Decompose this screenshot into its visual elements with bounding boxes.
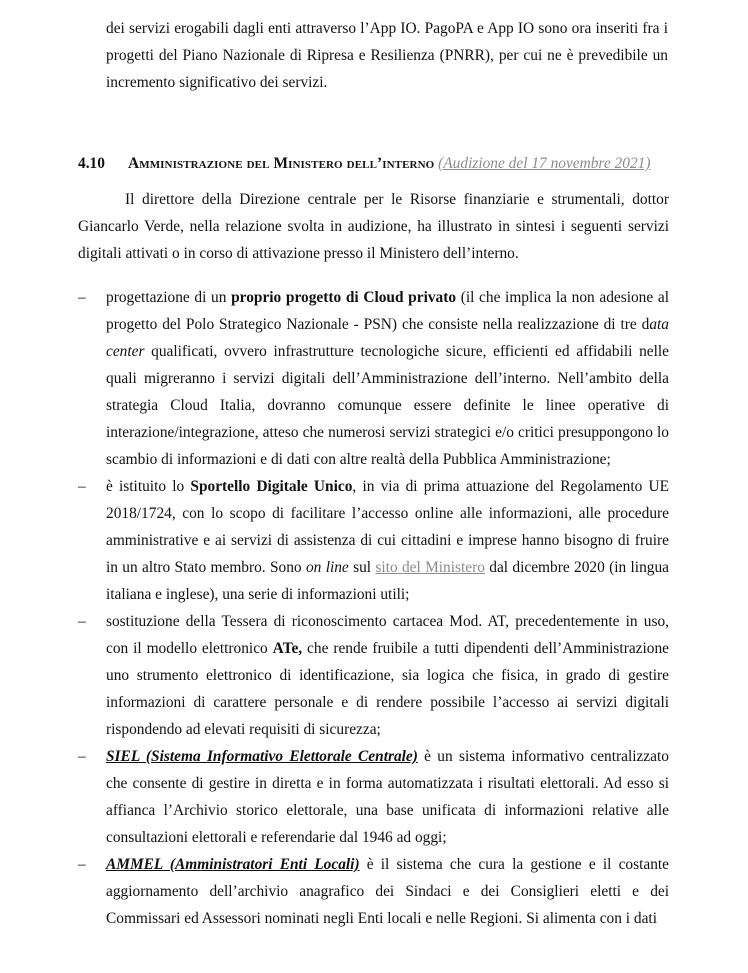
item-text: è un sistema informativo centralizzato che consente di gestire in diretta e in forma automatizzata i risultati elettorali. Ad esso si affianca l’Archivio storico elettorale, una base unificata di informazioni relative alle consultazioni elettorali e referendarie dal 1946 ad oggi; xyxy=(106,748,669,846)
list-item xyxy=(78,851,669,932)
item-text: è il sistema che cura la gestione e il costante aggiornamento dell’archivio anagrafico dei Sindaci e dei Consiglieri eletti e dei Commissari ed Assessori nominati negli Enti locali e nelle Regioni. Si alimenta con i dati xyxy=(106,856,669,927)
item-bold: ATe, xyxy=(272,640,303,657)
list-item xyxy=(78,284,669,473)
section-heading xyxy=(78,150,678,177)
intro-paragraph: dei servizi erogabili dagli enti attraverso l’App IO. PagoPA e App IO sono ora inseriti fra i progetti del Piano Nazionale di Ripresa e Resilienza (PNRR), per cui ne è prevedibile un incremento significativo dei servizi. xyxy=(106,20,668,91)
dash-bullet: – xyxy=(78,478,86,495)
item-italic: ata center xyxy=(106,316,669,360)
item-text: , in via di prima attuazione del Regolamento UE 2018/1724, con lo scopo di facilitare l’accesso online alle informazioni, alle procedure amministrative e ai servizi di assistenza di cui cittadini e imprese hanno bisogno di fruire in un altro Stato membro. Sono xyxy=(106,478,670,576)
services-list xyxy=(78,284,669,932)
section-number: 4.10 xyxy=(78,155,105,172)
ammel-link[interactable]: AMMEL (Amministratori Enti Locali) xyxy=(106,856,360,873)
audition-link[interactable]: (Audizione del 17 novembre 2021) xyxy=(438,155,651,172)
item-text: (il che implica la non adesione al progetto del Polo Strategico Nazionale - PSN) che consiste nella realizzazione di tre d xyxy=(106,289,669,333)
ministry-site-link[interactable]: sito del Ministero xyxy=(375,559,485,576)
item-bold: Sportello Digitale Unico xyxy=(190,478,353,495)
item-text: progettazione di un xyxy=(106,289,232,306)
item-text: è istituito lo xyxy=(106,478,191,495)
dash-bullet: – xyxy=(78,748,86,765)
section-paragraph: Il direttore della Direzione centrale per le Risorse finanziarie e strumentali, dottor Giancarlo Verde, nella relazione svolta in audizione, ha illustrato in sintesi i seguenti servizi digitali attivati o in corso di attivazione presso il Ministero dell’interno. xyxy=(78,191,669,262)
siel-link[interactable]: SIEL (Sistema Informativo Elettorale Centrale) xyxy=(106,748,418,765)
dash-bullet: – xyxy=(78,856,86,873)
item-text: sul xyxy=(348,559,376,576)
list-item xyxy=(78,743,669,851)
item-text: dal dicembre 2020 (in lingua italiana e inglese), una serie di informazioni utili; xyxy=(106,559,669,603)
item-text: qualificati, ovvero infrastrutture tecnologiche sicure, efficienti ed affidabili nelle quali migreranno i servizi digitali dell’Amministrazione dell’interno. Nell’ambito della strategia Cloud Italia, dovranno comunque essere definite le linee operative di interazione/integrazione, atteso che numerosi servizi strategici e/o critici presuppongono lo scambio di informazioni e di dati con altre realtà della Pubblica Amministrazione; xyxy=(106,343,669,468)
list-item xyxy=(78,608,669,743)
list-item xyxy=(78,473,669,608)
item-bold: proprio progetto di Cloud privato xyxy=(231,289,457,306)
item-text: sostituzione della Tessera di riconoscimento cartacea Mod. AT, precedentemente in uso, con il modello elettronico xyxy=(106,613,669,657)
item-italic: on line xyxy=(305,559,349,576)
dash-bullet: – xyxy=(78,613,86,630)
item-text: che rende fruibile a tutti dipendenti dell’Amministrazione uno strumento elettronico di identificazione, sia logica che fisica, in grado di gestire informazioni di carattere personale e di rendere possibile l’accesso ai servizi digitali rispondendo ad elevati requisiti di sicurezza; xyxy=(106,640,669,738)
section-title: Amministrazione del Ministero dell’interno xyxy=(128,155,435,172)
dash-bullet: – xyxy=(78,289,86,306)
